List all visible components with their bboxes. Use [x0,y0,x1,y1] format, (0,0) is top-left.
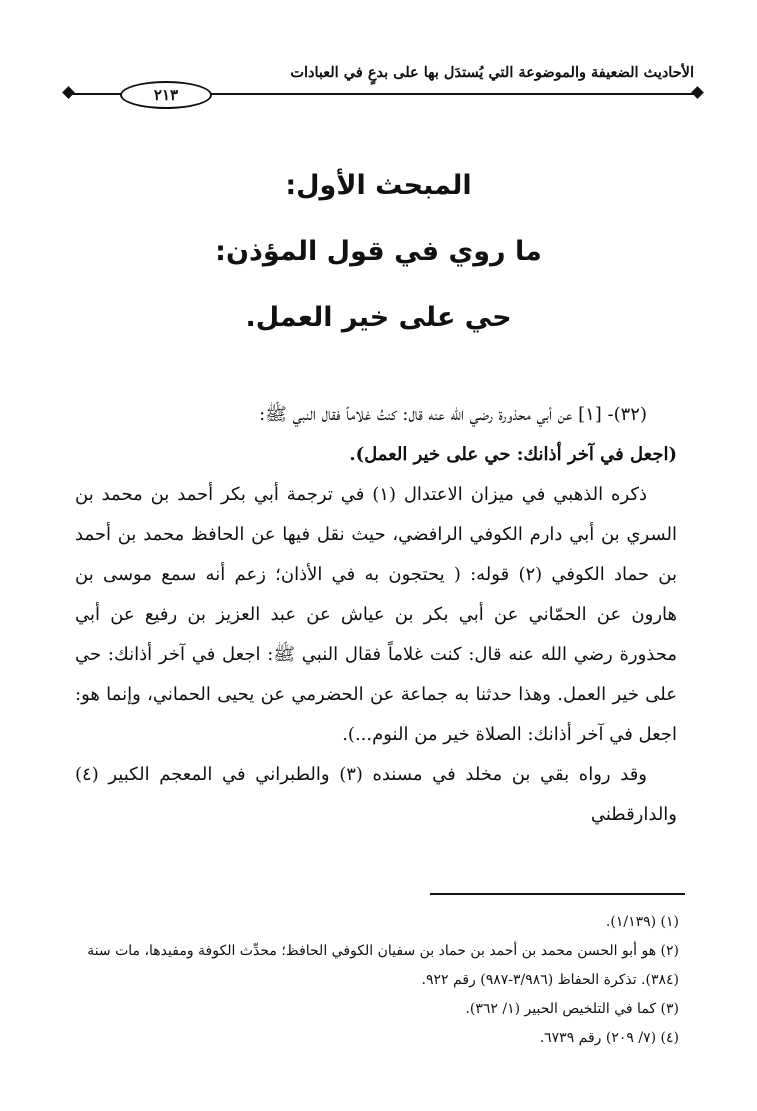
page-number: ٢١٣ [153,86,179,104]
hadith-paragraph: (٣٢)- [١] عن أبي محذورة رضي الله عنه قال: كنتُ غلاماً فقال النبي ﷺ: [259,404,647,425]
diamond-ornament-left [62,86,75,99]
narration-paragraph: وقد رواه بقي بن مخلد في مسنده (٣) والطبراني في المعجم الكبير (٤) والدارقطني [75,764,677,825]
commentary-paragraph: ذكره الذهبي في ميزان الاعتدال (١) في ترجمة أبي بكر أحمد بن محمد بن السري بن أبي دارم الكوفي الرافضي، حيث نقل فيها عن الحافظ محمد بن أحمد بن حماد الكوفي (٢) قوله: ( يحتجون به في الأذان؛ زعم أنه سمع موسى بن هارون عن الحمّاني عن أبي بكر بن عياش عن عبد العزيز بن رفيع عن أبي محذورة رضي الله عنه قال: كنت غلاماً فقال النبي ﷺ: اجعل في آخر أذانك: حي على خير العمل. وهذا حدثنا به جماعة عن الحضرمي عن يحيى الحماني، وإنما هو: اجعل في آخر أذانك: الصلاة خير من النوم...). [75,484,678,745]
page-number-oval [120,81,212,109]
footnote-4: (٤) (٧/ ٢٠٩) رقم ٦٧٣٩. [539,1030,679,1046]
running-title: الأحاديث الضعيفة والموضوعة التي يُستدَل بها على بدعٍ في العبادات [290,64,694,81]
section-heading-line-1: المبحث الأول: [285,170,472,201]
running-header [60,64,702,104]
body-text [75,395,677,835]
diamond-ornament-right [691,86,704,99]
hadith-text: (اجعل في آخر أذانك: حي على خير العمل). [349,444,677,465]
footnote-1: (١) (١/١٣٩). [605,914,679,930]
footnote-3: (٣) كما في التلخيص الحبير (١/ ٣٦٢). [465,1001,679,1017]
footnotes [75,908,679,1053]
footnote-divider [430,893,685,895]
section-heading-line-3: حي على خير العمل. [245,302,512,333]
section-heading-line-2: ما روي في قول المؤذن: [215,236,542,267]
footnote-2: (٢) هو أبو الحسن محمد بن أحمد بن حماد بن سفيان الكوفي الحافظ؛ محدِّث الكوفة ومفيدها، مات سنة (٣٨٤). تذكرة الحفاظ (٣/٩٨٦-٩٨٧) رقم ٩٢٢. [87,943,679,988]
